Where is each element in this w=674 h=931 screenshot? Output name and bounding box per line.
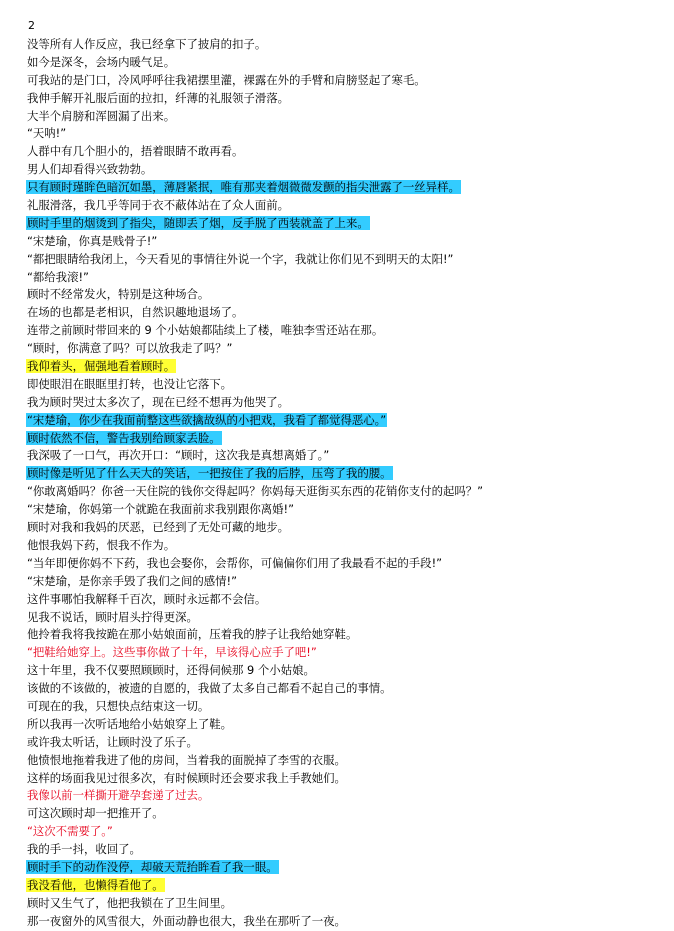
highlighted-text: 顾时依然不信，警告我别给顾家丢脸。 (27, 430, 221, 445)
text-line (26, 913, 666, 931)
text-line (26, 573, 666, 591)
text-line (26, 108, 666, 126)
line-text: 大半个肩膀和浑圆漏了出来。 (27, 108, 176, 123)
line-text: 所以我再一次听话地给小姑娘穿上了鞋。 (27, 716, 233, 731)
text-line (26, 644, 666, 662)
text-line (26, 215, 666, 233)
text-line (26, 125, 666, 143)
line-text: 即使眼泪在眼眶里打转，也没让它落下。 (27, 376, 233, 391)
highlighted-text: 顾时手里的烟烫到了指尖，随即丢了烟，反手脱了西装就盖了上来。 (27, 215, 369, 230)
line-text: “都把眼睛给我闭上，今天看见的事情往外说一个字，我就让你们见不到明天的太阳!” (27, 251, 454, 266)
text-line (26, 823, 666, 841)
line-text: 可现在的我，只想快点结束这一切。 (27, 698, 210, 713)
text-line (26, 752, 666, 770)
text-line (26, 877, 666, 895)
text-line (26, 430, 666, 448)
line-text: 如今是深冬，会场内暖气足。 (27, 54, 176, 69)
line-text: 我伸手解开礼服后面的拉扣，纤薄的礼服领子滑落。 (27, 90, 289, 105)
text-line (26, 841, 666, 859)
text-line (26, 90, 666, 108)
line-text: 他拎着我将我按跪在那小姑娘面前，压着我的脖子让我给她穿鞋。 (27, 627, 358, 642)
line-text: 我的手一抖，收回了。 (27, 842, 141, 857)
highlighted-text: 我仰着头，倔强地看着顾时。 (27, 359, 176, 374)
line-text: 可我站的是门口，冷风呼呼往我裙摆里灌，裸露在外的手臂和肩膀竖起了寒毛。 (27, 72, 426, 87)
line-text: 那一夜窗外的风雪很大，外面动静也很大，我坐在那听了一夜。 (27, 913, 346, 928)
line-text: 见我不说话，顾时眉头拧得更深。 (27, 609, 198, 624)
text-line (26, 286, 666, 304)
line-text: “当年即便你妈不下药，我也会娶你，会帮你，可偏偏你们用了我最看不起的手段!” (27, 555, 443, 570)
text-line (26, 591, 666, 609)
text-line (26, 161, 666, 179)
highlighted-text: 只有顾时瑾眸色暗沉如墨，薄唇紧抿，唯有那夹着烟微微发颤的指尖泄露了一丝异样。 (27, 180, 460, 195)
line-text: “天呐!” (27, 126, 67, 141)
text-line (26, 483, 666, 501)
text-line (26, 859, 666, 877)
line-text: 该做的不该做的，被遗的自愿的，我做了太多自己都看不起自己的事情。 (27, 681, 392, 696)
text-line (26, 412, 666, 430)
text-line (26, 143, 666, 161)
text-line (26, 805, 666, 823)
text-line (26, 609, 666, 627)
text-line (26, 465, 666, 483)
text-line (26, 734, 666, 752)
line-text: “都给我滚!” (27, 269, 89, 284)
line-text: 礼服滑落，我几乎等同于衣不蔽体站在了众人面前。 (27, 198, 289, 213)
line-text: 没等所有人作反应，我已经拿下了披肩的扣子。 (27, 37, 267, 51)
text-line (26, 895, 666, 913)
text-line (26, 770, 666, 788)
text-line (26, 322, 666, 340)
text-line (26, 233, 666, 251)
text-line (26, 197, 666, 215)
line-text: 我深吸了一口气，再次开口：“顾时，这次我是真想离婚了。” (27, 448, 330, 463)
text-line (26, 54, 666, 72)
highlighted-text: “宋楚瑜，你少在我面前整这些欲擒故纵的小把戏，我看了都觉得恶心。” (27, 412, 387, 427)
highlighted-text: “把鞋给她穿上。这些事你做了十年，早该得心应手了吧!” (27, 645, 317, 660)
line-text: 这十年里，我不仅要照顾顾时，还得伺候那 9 个小姑娘。 (27, 663, 315, 678)
text-line (26, 269, 666, 287)
highlighted-text: 我像以前一样撕开避孕套递了过去。 (27, 788, 210, 803)
text-line (26, 716, 666, 734)
line-text: 他恨我妈下药，恨我不作为。 (27, 537, 176, 552)
text-line (26, 698, 666, 716)
text-line (26, 555, 666, 573)
line-text: “你敢离婚吗？你爸一天住院的钱你交得起吗？你妈每天逛街买东西的花销你支付的起吗？” (27, 484, 484, 499)
text-line (26, 626, 666, 644)
text-line (26, 537, 666, 555)
text-line (26, 447, 666, 465)
text-line (26, 72, 666, 90)
text-line (26, 36, 666, 54)
text-line (26, 340, 666, 358)
line-text: 顾时不经常发火，特别是这种场合。 (27, 287, 210, 302)
text-line (26, 304, 666, 322)
line-text: “宋楚瑜，你妈第一个就跪在我面前求我别跟你离婚!” (27, 502, 294, 517)
highlighted-text: 顾时像是听见了什么天大的笑话，一把按住了我的后脖，压弯了我的腰。 (27, 466, 392, 481)
line-text: 这样的场面我见过很多次，有时候顾时还会要求我上手教她们。 (27, 770, 346, 785)
text-body (26, 36, 666, 931)
text-line (26, 501, 666, 519)
text-line (26, 680, 666, 698)
text-line (26, 358, 666, 376)
text-line (26, 662, 666, 680)
line-text: 连带之前顾时带回来的 9 个小姑娘都陆续上了楼，唯独李雪还站在那。 (27, 323, 384, 338)
line-text: 男人们却看得兴致勃勃。 (27, 162, 153, 177)
text-line (26, 251, 666, 269)
text-line (26, 787, 666, 805)
highlighted-text: “这次不需要了。” (27, 824, 113, 839)
line-text: “顾时，你满意了吗？可以放我走了吗？” (27, 341, 233, 356)
line-text: 可这次顾时却一把推开了。 (27, 806, 164, 821)
line-text: 这件事哪怕我解释千百次，顾时永远都不会信。 (27, 591, 267, 606)
line-text: 或许我太听话，让顾时没了乐子。 (27, 734, 198, 749)
highlighted-text: 我没看他，也懒得看他了。 (27, 877, 164, 892)
text-line (26, 519, 666, 537)
text-line (26, 376, 666, 394)
line-text: “宋楚瑜，你真是贱骨子!” (27, 233, 158, 248)
line-text: 在场的也都是老相识，自然识趣地退场了。 (27, 305, 244, 320)
document-page (26, 18, 666, 931)
page-number: 2 (28, 19, 35, 32)
text-line (26, 179, 666, 197)
line-text: “宋楚瑜，是你亲手毁了我们之间的感情!” (27, 573, 238, 588)
line-text: 人群中有几个胆小的，捂着眼睛不敢再看。 (27, 144, 244, 159)
line-text: 顾时对我和我妈的厌恶，已经到了无处可藏的地步。 (27, 520, 289, 535)
line-text: 我为顾时哭过太多次了，现在已经不想再为他哭了。 (27, 394, 289, 409)
highlighted-text: 顾时手下的动作没停，却破天荒抬眸看了我一眼。 (27, 859, 278, 874)
line-text: 他愤恨地拖着我进了他的房间，当着我的面脱掉了李雪的衣服。 (27, 752, 346, 767)
text-line (26, 394, 666, 412)
line-text: 顾时又生气了，他把我锁在了卫生间里。 (27, 895, 233, 910)
